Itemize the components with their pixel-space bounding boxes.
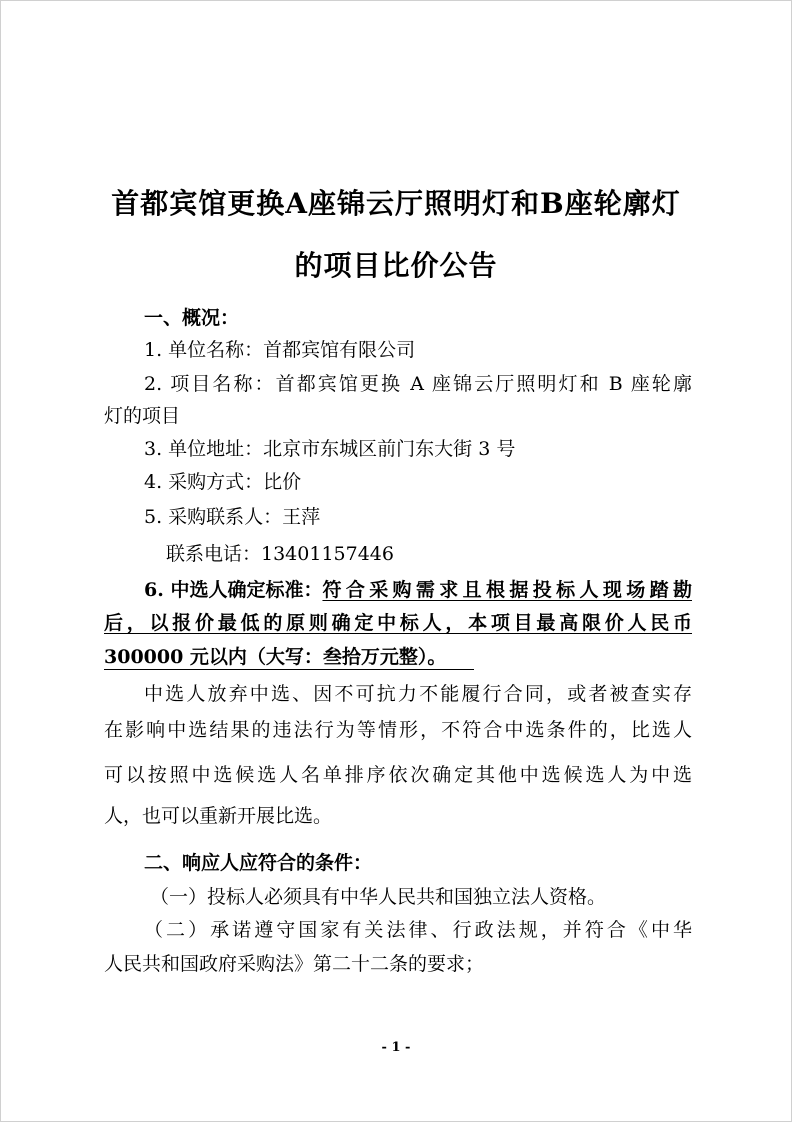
item-6-text-line-3: 300000 元以内（大写：叁拾万元整）。 [104, 645, 474, 670]
paragraph-line-3: 可以按照中选候选人名单排序依次确定其他中选候选人为中选 [104, 764, 692, 786]
section-1-heading: 一、概况： [144, 307, 240, 329]
document-title-line-2: 的项目比价公告 [294, 249, 498, 282]
item-2-project-name-line-1: 2. 项目名称：首都宾馆更换 A 座锦云厅照明灯和 B 座轮廓 [144, 373, 692, 395]
item-5-contact-person: 5. 采购联系人：王萍 [144, 506, 321, 528]
paragraph-line-1: 中选人放弃中选、因不可抗力不能履行合同，或者被查实存 [144, 683, 692, 705]
item-1-unit-name: 1. 单位名称：首都宾馆有限公司 [144, 339, 416, 361]
item-6-text-line-2: 后，以报价最低的原则确定中标人，本项目最高限价人民币 [104, 612, 692, 634]
page-number: - 1 - [381, 1040, 411, 1055]
item-4-procurement-method: 4. 采购方式：比价 [144, 471, 302, 493]
item-2-project-name-line-2: 灯的项目 [104, 405, 181, 427]
condition-2-line-1: （二）承诺遵守国家有关法律、行政法规，并符合《中华 [144, 919, 692, 941]
item-6-line-1 [144, 578, 692, 602]
section-2-heading: 二、响应人应符合的条件： [144, 852, 373, 874]
item-3-unit-address: 3. 单位地址：北京市东城区前门东大街 3 号 [144, 438, 516, 460]
condition-2-line-2: 人民共和国政府采购法》第二十二条的要求； [104, 953, 485, 975]
paragraph-line-4: 人，也可以重新开展比选。 [104, 805, 333, 827]
item-6-text-line-1: 符合采购需求且根据投标人现场踏勘 [322, 579, 692, 601]
contact-phone: 联系电话：13401157446 [166, 543, 394, 565]
condition-1: （一）投标人必须具有中华人民共和国独立法人资格。 [150, 886, 607, 908]
paragraph-line-2: 在影响中选结果的违法行为等情形，不符合中选条件的，比选人 [104, 719, 692, 741]
document-title-line-1: 首都宾馆更换A座锦云厅照明灯和B座轮廓灯 [111, 187, 681, 220]
item-6-label: 6. 中选人确定标准： [144, 579, 323, 601]
